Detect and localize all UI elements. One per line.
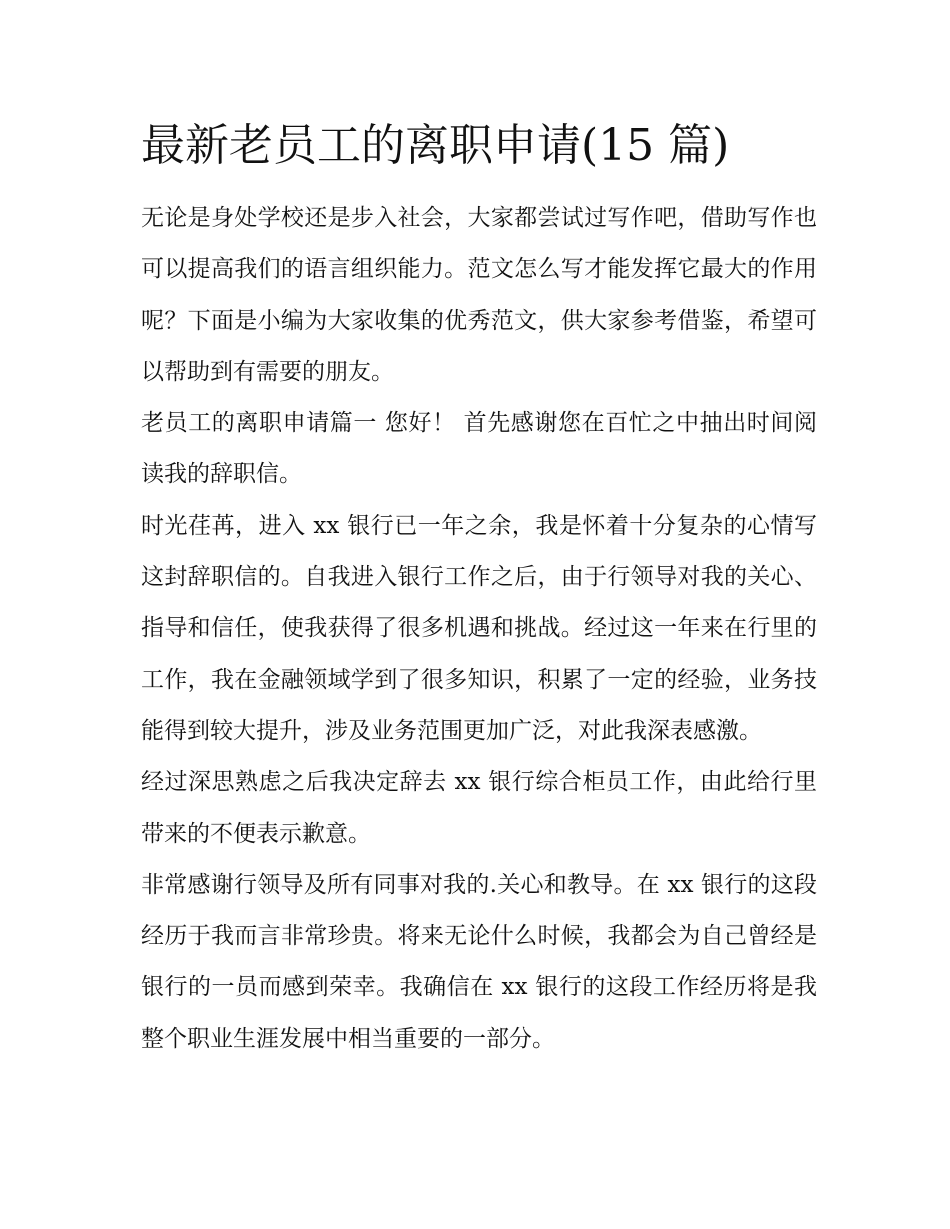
paragraph-intro: 无论是身处学校还是步入社会，大家都尝试过写作吧，借助写作也可以提高我们的语言组织能力。范文怎么写才能发挥它最大的作用呢？下面是小编为大家收集的优秀范文，供大家参考借鉴，希望可以帮助到有需要的朋友。 [141, 205, 817, 385]
paragraph-gratitude: 非常感谢行领导及所有同事对我的.关心和教导。在 xx 银行的这段经历于我而言非常珍贵。将来无论什么时候，我都会为自己曾经是银行的一员而感到荣幸。我确信在 xx 银行的这段工作经历将是我整个职业生涯发展中相当重要的一部分。 [141, 871, 817, 1052]
document-title: 最新老员工的离职申请(15 篇) [141, 120, 730, 171]
document-body [141, 193, 817, 1065]
document-page [141, 112, 817, 1065]
paragraph-decision: 经过深思熟虑之后我决定辞去 xx 银行综合柜员工作，由此给行里带来的不便表示歉意。 [141, 769, 817, 847]
paragraph-greeting: 老员工的离职申请篇一 您好！ 首先感谢您在百忙之中抽出时间阅读我的辞职信。 [141, 410, 817, 488]
paragraph-experience: 时光荏苒，进入 xx 银行已一年之余，我是怀着十分复杂的心情写这封辞职信的。自我进入银行工作之后，由于行领导对我的关心、指导和信任，使我获得了很多机遇和挑战。经过这一年来在行里的工作，我在金融领域学到了很多知识，积累了一定的经验，业务技能得到较大提升，涉及业务范围更加广泛，对此我深表感激。 [141, 512, 817, 744]
